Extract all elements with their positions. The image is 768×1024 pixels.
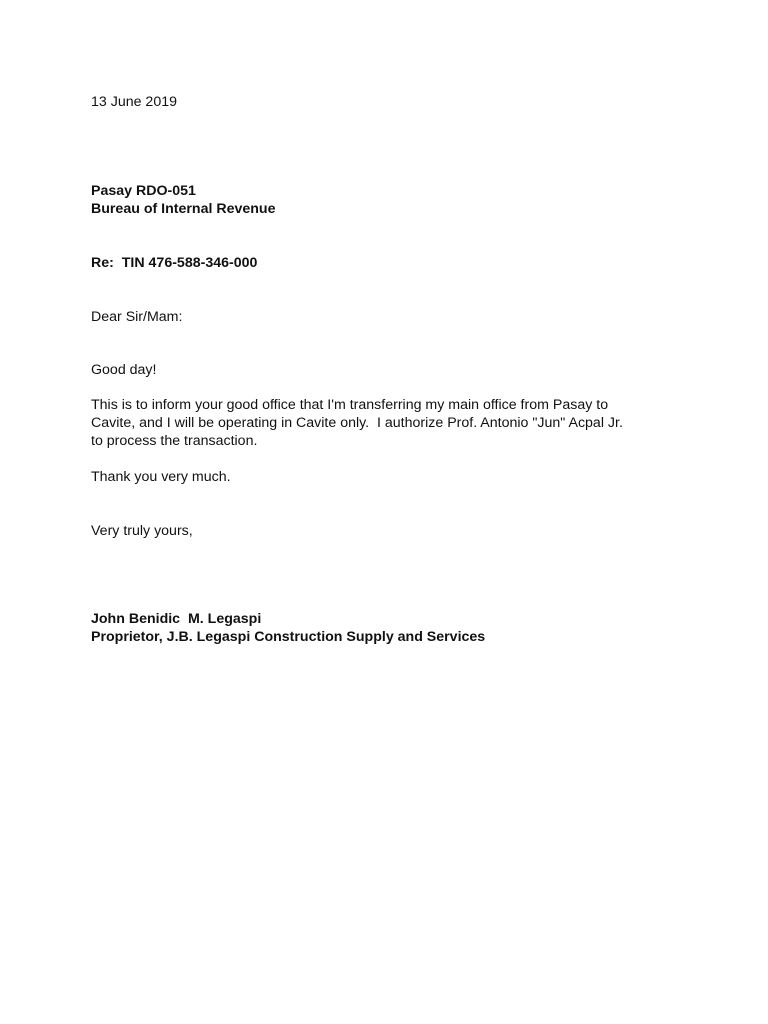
recipient-agency: Bureau of Internal Revenue: [91, 201, 276, 217]
thanks-line: Thank you very much.: [91, 469, 231, 485]
body-paragraph: [91, 396, 681, 450]
letter-date: 13 June 2019: [91, 94, 177, 110]
closing: Very truly yours,: [91, 523, 193, 539]
signature-name: John Benidic M. Legaspi: [91, 611, 262, 627]
signature-title: Proprietor, J.B. Legaspi Construction Supply and Services: [91, 629, 486, 645]
body-line: to process the transaction.: [91, 433, 258, 449]
greeting: Good day!: [91, 362, 157, 378]
subject-line: Re: TIN 476-588-346-000: [91, 255, 258, 271]
recipient-office: Pasay RDO-051: [91, 183, 196, 199]
body-line: Cavite, and I will be operating in Cavite only. I authorize Prof. Antonio "Jun" Acpal Jr.: [91, 415, 623, 431]
body-line: This is to inform your good office that I'm transferring my main office from Pasay to: [91, 397, 609, 413]
salutation: Dear Sir/Mam:: [91, 309, 183, 325]
